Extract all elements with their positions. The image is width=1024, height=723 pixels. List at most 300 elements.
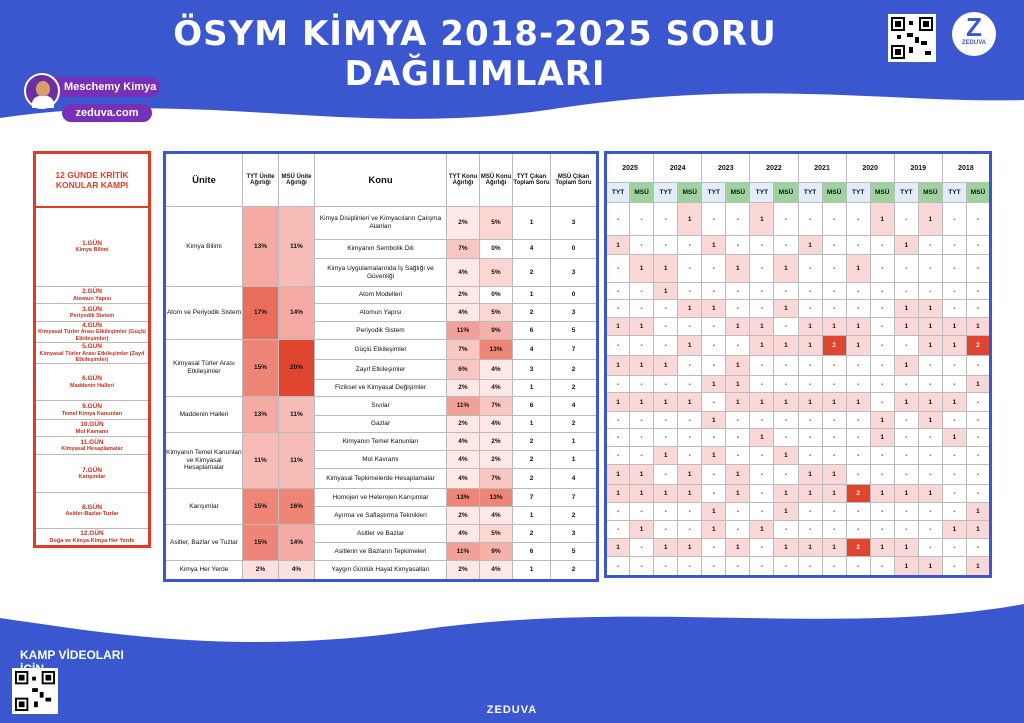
year-cell: - xyxy=(750,485,774,503)
year-cell: - xyxy=(750,557,774,577)
camp-day-topic: Karışımlar xyxy=(78,474,106,481)
year-cell: - xyxy=(798,521,822,539)
year-cell: 1 xyxy=(630,255,654,283)
year-cell: - xyxy=(918,447,942,465)
year-cell: 1 xyxy=(798,318,822,336)
year-row xyxy=(606,376,991,393)
unit-name: Karışımlar xyxy=(165,489,243,525)
year-cell: - xyxy=(606,503,630,521)
year-cell: 1 xyxy=(966,557,990,577)
year-cell: - xyxy=(630,336,654,356)
topic-msu-weight: 0% xyxy=(480,240,513,259)
year-2024: 2024 xyxy=(654,153,702,183)
topic-msu-weight: 13% xyxy=(480,489,513,507)
year-cell: 1 xyxy=(726,318,750,336)
year-cell: - xyxy=(630,283,654,300)
topic-msu-total: 5 xyxy=(551,322,598,340)
year-cell: - xyxy=(846,429,870,447)
year-cell: - xyxy=(918,465,942,485)
unit-msu-weight: 20% xyxy=(279,340,315,397)
header-tyt-topic: TYT Konu Ağırlığı xyxy=(447,153,480,207)
year-cell: 1 xyxy=(966,376,990,393)
year-cell: - xyxy=(750,283,774,300)
camp-day-11 xyxy=(35,493,150,529)
camp-day-topic: Kimyasal Türler Arası Etkileşimler (Zayıf Etkileşimler) xyxy=(39,350,145,363)
year-cell: 1 xyxy=(630,318,654,336)
zeduva-logo xyxy=(952,12,996,56)
year-cell: 1 xyxy=(726,393,750,412)
table-row xyxy=(165,287,598,304)
year-cell: 1 xyxy=(654,539,678,557)
year-cell: 1 xyxy=(606,393,630,412)
topic-tyt-weight: 2% xyxy=(447,287,480,304)
year-cell: 1 xyxy=(702,412,726,429)
year-cell: - xyxy=(822,447,846,465)
year-2025-tyt: TYT xyxy=(606,183,630,203)
topic-msu-weight: 4% xyxy=(480,380,513,397)
year-cell: - xyxy=(750,503,774,521)
year-cell: 1 xyxy=(702,447,726,465)
year-cell: - xyxy=(702,356,726,376)
year-cell: 1 xyxy=(678,336,702,356)
unit-tyt-weight: 2% xyxy=(243,561,279,581)
topic-msu-weight: 9% xyxy=(480,543,513,561)
year-cell: - xyxy=(846,412,870,429)
topic-msu-total: 3 xyxy=(551,304,598,322)
camp-day-topic: Periyodik Sistem xyxy=(69,313,115,320)
year-cell: 1 xyxy=(894,356,918,376)
topic-name: Asitlerin ve Bazların Tepkimeleri xyxy=(315,543,447,561)
year-cell: - xyxy=(798,203,822,236)
topic-msu-weight: 5% xyxy=(480,259,513,287)
year-cell: - xyxy=(798,356,822,376)
year-cell: - xyxy=(798,376,822,393)
year-cell: 1 xyxy=(966,318,990,336)
year-cell: 1 xyxy=(750,393,774,412)
year-cell: - xyxy=(726,429,750,447)
year-cell: 1 xyxy=(630,356,654,376)
year-cell: - xyxy=(918,283,942,300)
topic-tyt-weight: 11% xyxy=(447,397,480,416)
year-cell: 1 xyxy=(702,503,726,521)
topic-name: Asitler ve Bazlar xyxy=(315,525,447,543)
year-cell: - xyxy=(846,300,870,318)
unit-msu-weight: 4% xyxy=(279,561,315,581)
year-cell: - xyxy=(606,300,630,318)
year-cell: - xyxy=(942,203,966,236)
year-cell: 1 xyxy=(726,465,750,485)
topic-msu-weight: 13% xyxy=(480,340,513,360)
year-cell: - xyxy=(726,503,750,521)
topic-tyt-weight: 4% xyxy=(447,259,480,287)
site-link[interactable]: zeduva.com xyxy=(62,104,152,122)
year-cell: - xyxy=(798,557,822,577)
logo-text: ZEDUVA xyxy=(961,40,987,46)
topic-tyt-total: 1 xyxy=(513,507,551,525)
year-cell: - xyxy=(630,236,654,255)
year-cell: 2 xyxy=(822,336,846,356)
year-cell: - xyxy=(630,300,654,318)
year-cell: - xyxy=(966,255,990,283)
year-cell: - xyxy=(822,429,846,447)
unit-tyt-weight: 13% xyxy=(243,207,279,287)
camp-day-label: 5.GÜN xyxy=(82,343,102,351)
header-unit: Ünite xyxy=(165,153,243,207)
unit-name: Kimya Her Yerde xyxy=(165,561,243,581)
year-cell: - xyxy=(678,356,702,376)
year-cell: - xyxy=(966,447,990,465)
year-cell: - xyxy=(726,412,750,429)
year-cell: 1 xyxy=(822,465,846,485)
year-cell: - xyxy=(630,429,654,447)
year-cell: - xyxy=(846,236,870,255)
year-cell: - xyxy=(870,393,894,412)
topic-name: Homojen ve Heterojen Karışımlar xyxy=(315,489,447,507)
topic-tyt-weight: 4% xyxy=(447,469,480,489)
year-2020-tyt: TYT xyxy=(846,183,870,203)
year-cell: - xyxy=(870,356,894,376)
year-row xyxy=(606,318,991,336)
year-cell: - xyxy=(678,557,702,577)
year-cell: 1 xyxy=(750,521,774,539)
year-cell: - xyxy=(654,521,678,539)
header-msu-unit: MSÜ Ünite Ağırlığı xyxy=(279,153,315,207)
unit-msu-weight: 14% xyxy=(279,287,315,340)
year-cell: 1 xyxy=(678,539,702,557)
year-cell: - xyxy=(678,318,702,336)
year-cell: - xyxy=(678,429,702,447)
year-cell: - xyxy=(966,203,990,236)
year-cell: - xyxy=(654,412,678,429)
year-cell: 1 xyxy=(678,465,702,485)
year-row xyxy=(606,429,991,447)
year-cell: - xyxy=(942,465,966,485)
camp-day-topic: Atomun Yapısı xyxy=(72,295,112,302)
unit-msu-weight: 14% xyxy=(279,525,315,561)
year-cell: 1 xyxy=(750,336,774,356)
year-cell: - xyxy=(846,521,870,539)
year-cell: 1 xyxy=(822,393,846,412)
year-2020: 2020 xyxy=(846,153,894,183)
year-cell: - xyxy=(894,429,918,447)
year-cell: - xyxy=(750,300,774,318)
year-cell: - xyxy=(846,283,870,300)
topic-name: Periyodik Sistem xyxy=(315,322,447,340)
year-cell: - xyxy=(702,465,726,485)
year-cell: - xyxy=(606,336,630,356)
topic-msu-total: 3 xyxy=(551,525,598,543)
camp-day-10 xyxy=(35,455,150,493)
year-cell: - xyxy=(942,539,966,557)
year-cell: 1 xyxy=(942,429,966,447)
camp-day-label: 6.GÜN xyxy=(82,375,102,383)
year-cell: 1 xyxy=(630,393,654,412)
year-2020-msu: MSÜ xyxy=(870,183,894,203)
topic-msu-total: 0 xyxy=(551,240,598,259)
topic-tyt-total: 2 xyxy=(513,451,551,469)
topic-tyt-total: 3 xyxy=(513,360,551,380)
year-cell: 1 xyxy=(678,485,702,503)
year-cell: - xyxy=(870,521,894,539)
year-cell: - xyxy=(606,429,630,447)
year-cell: 1 xyxy=(750,318,774,336)
year-row xyxy=(606,412,991,429)
camp-day-3 xyxy=(35,304,150,322)
year-cell: - xyxy=(942,356,966,376)
year-cell: 1 xyxy=(750,429,774,447)
year-cell: - xyxy=(630,503,654,521)
z-logo-icon: Z xyxy=(966,12,982,42)
topic-msu-total: 3 xyxy=(551,207,598,240)
page-title: ÖSYM KİMYA 2018-2025 SORU DAĞILIMLARI xyxy=(173,14,777,94)
year-cell: 1 xyxy=(894,236,918,255)
year-cell: - xyxy=(966,393,990,412)
camp-day-12 xyxy=(35,529,150,547)
year-cell: 1 xyxy=(918,485,942,503)
header-msu-topic: MSÜ Konu Ağırlığı xyxy=(480,153,513,207)
topic-msu-total: 1 xyxy=(551,451,598,469)
topic-tyt-total: 1 xyxy=(513,416,551,433)
header-tyt-unit: TYT Ünite Ağırlığı xyxy=(243,153,279,207)
year-cell: 1 xyxy=(726,539,750,557)
year-cell: - xyxy=(774,465,798,485)
year-cell: 1 xyxy=(918,300,942,318)
unit-name: Asitler, Bazlar ve Tuzlar xyxy=(165,525,243,561)
topic-msu-weight: 4% xyxy=(480,416,513,433)
year-cell: - xyxy=(966,356,990,376)
year-cell: 1 xyxy=(798,465,822,485)
unit-tyt-weight: 15% xyxy=(243,525,279,561)
year-cell: - xyxy=(822,255,846,283)
topic-tyt-weight: 7% xyxy=(447,340,480,360)
year-cell: - xyxy=(894,376,918,393)
year-cell: - xyxy=(726,557,750,577)
year-cell: - xyxy=(966,300,990,318)
year-cell: - xyxy=(630,539,654,557)
topic-name: Ayırma ve Saflaştırma Teknikleri xyxy=(315,507,447,525)
unit-msu-weight: 16% xyxy=(279,489,315,525)
year-cell: - xyxy=(726,203,750,236)
topic-name: Atomun Yapısı xyxy=(315,304,447,322)
year-cell: 1 xyxy=(702,521,726,539)
year-cell: - xyxy=(630,376,654,393)
topic-msu-total: 7 xyxy=(551,489,598,507)
topic-msu-weight: 2% xyxy=(480,433,513,451)
year-cell: - xyxy=(942,485,966,503)
topic-tyt-total: 2 xyxy=(513,469,551,489)
year-cell: 1 xyxy=(846,336,870,356)
camp-day-label: 8.GÜN xyxy=(82,503,102,511)
year-2019: 2019 xyxy=(894,153,942,183)
year-cell: - xyxy=(654,336,678,356)
year-cell: - xyxy=(798,300,822,318)
camp-day-topic: Kimyasal Türler Arası Etkileşimler (Güçlü Etkileşimler) xyxy=(38,329,146,342)
unit-name: Kimyanın Temel Kanunları ve Kimyasal Hesaplamalar xyxy=(165,433,243,489)
year-cell: - xyxy=(726,521,750,539)
camp-day-label: 4.GÜN xyxy=(82,322,102,329)
unit-msu-weight: 11% xyxy=(279,397,315,433)
camp-day-5 xyxy=(35,343,150,364)
topic-tyt-total: 1 xyxy=(513,207,551,240)
unit-name: Kimyasal Türler Arası Etkileşimler xyxy=(165,340,243,397)
year-cell: 1 xyxy=(654,255,678,283)
year-cell: - xyxy=(798,255,822,283)
year-cell: - xyxy=(918,521,942,539)
year-cell: - xyxy=(942,376,966,393)
year-cell: - xyxy=(942,300,966,318)
year-cell: - xyxy=(870,503,894,521)
year-cell: - xyxy=(822,236,846,255)
qr-code-top-icon[interactable] xyxy=(888,14,936,62)
year-2018-tyt: TYT xyxy=(942,183,966,203)
author-name: Meschemy Kimya xyxy=(54,77,160,97)
year-row xyxy=(606,300,991,318)
year-cell: - xyxy=(894,283,918,300)
camp-title: 12 GÜNDE KRİTİK KONULAR KAMPI xyxy=(35,153,150,207)
topic-tyt-total: 2 xyxy=(513,259,551,287)
year-cell: - xyxy=(966,429,990,447)
year-cell: - xyxy=(774,521,798,539)
year-cell: - xyxy=(942,503,966,521)
year-cell: - xyxy=(870,376,894,393)
camp-day-2 xyxy=(35,287,150,304)
topic-name: Kimyanın Sembolik Dili xyxy=(315,240,447,259)
year-cell: 1 xyxy=(894,539,918,557)
year-cell: - xyxy=(654,465,678,485)
year-cell: 1 xyxy=(678,203,702,236)
year-cell: - xyxy=(678,376,702,393)
year-cell: - xyxy=(822,283,846,300)
topic-name: Mol Kavramı xyxy=(315,451,447,469)
topic-name: Kimyanın Temel Kanunları xyxy=(315,433,447,451)
year-cell: - xyxy=(726,336,750,356)
unit-tyt-weight: 15% xyxy=(243,489,279,525)
year-cell: - xyxy=(750,447,774,465)
camp-videos-label: KAMP VİDEOLARI xyxy=(20,648,124,662)
year-cell: 1 xyxy=(678,393,702,412)
year-cell: 1 xyxy=(654,485,678,503)
year-cell: - xyxy=(966,283,990,300)
topic-tyt-weight: 4% xyxy=(447,304,480,322)
year-cell: - xyxy=(798,283,822,300)
year-cell: - xyxy=(774,283,798,300)
year-cell: 1 xyxy=(606,318,630,336)
camp-day-topic: Temel Kimya Kanunları xyxy=(61,410,123,417)
year-cell: 1 xyxy=(894,485,918,503)
year-cell: - xyxy=(630,557,654,577)
topic-msu-total: 4 xyxy=(551,397,598,416)
year-cell: - xyxy=(774,376,798,393)
year-cell: - xyxy=(750,376,774,393)
topic-table xyxy=(163,151,599,582)
year-cell: - xyxy=(822,356,846,376)
table-row xyxy=(165,525,598,543)
table-row xyxy=(165,207,598,240)
year-cell: 1 xyxy=(942,318,966,336)
year-cell: 1 xyxy=(798,485,822,503)
year-cell: 1 xyxy=(630,485,654,503)
camp-day-1 xyxy=(35,207,150,287)
topic-msu-weight: 2% xyxy=(480,451,513,469)
year-cell: - xyxy=(774,412,798,429)
year-cell: 1 xyxy=(870,485,894,503)
year-cell: 1 xyxy=(894,393,918,412)
topic-msu-weight: 5% xyxy=(480,207,513,240)
year-cell: - xyxy=(774,236,798,255)
topic-name: Gazlar xyxy=(315,416,447,433)
year-cell: 1 xyxy=(798,393,822,412)
topic-tyt-weight: 4% xyxy=(447,451,480,469)
topic-msu-weight: 9% xyxy=(480,322,513,340)
year-row xyxy=(606,521,991,539)
camp-day-4 xyxy=(35,322,150,343)
year-row xyxy=(606,557,991,577)
year-cell: 1 xyxy=(918,412,942,429)
table-row xyxy=(165,489,598,507)
topic-tyt-total: 7 xyxy=(513,489,551,507)
year-cell: - xyxy=(606,521,630,539)
camp-day-label: 11.GÜN xyxy=(80,438,104,446)
year-2018: 2018 xyxy=(942,153,990,183)
year-cell: - xyxy=(630,447,654,465)
topic-tyt-total: 1 xyxy=(513,287,551,304)
year-cell: 1 xyxy=(726,485,750,503)
year-row xyxy=(606,539,991,557)
year-cell: - xyxy=(798,412,822,429)
year-cell: 1 xyxy=(822,318,846,336)
year-cell: - xyxy=(702,393,726,412)
year-cell: - xyxy=(966,485,990,503)
year-cell: - xyxy=(606,412,630,429)
topic-msu-total: 3 xyxy=(551,259,598,287)
year-cell: - xyxy=(630,203,654,236)
year-cell: - xyxy=(750,236,774,255)
year-cell: - xyxy=(822,300,846,318)
topic-name: Kimya Uygulamalarında İş Sağlığı ve Güvenliği xyxy=(315,259,447,287)
table-row xyxy=(165,433,598,451)
topic-msu-total: 1 xyxy=(551,433,598,451)
year-cell: - xyxy=(774,429,798,447)
year-row xyxy=(606,485,991,503)
year-cell: 1 xyxy=(606,465,630,485)
camp-table xyxy=(33,151,151,548)
year-cell: - xyxy=(750,412,774,429)
year-cell: 1 xyxy=(870,429,894,447)
year-2025: 2025 xyxy=(606,153,654,183)
year-cell: 1 xyxy=(750,203,774,236)
year-cell: - xyxy=(942,236,966,255)
year-cell: - xyxy=(918,236,942,255)
topic-name: Zayıf Etkileşimler xyxy=(315,360,447,380)
year-2021-msu: MSÜ xyxy=(822,183,846,203)
year-cell: - xyxy=(918,376,942,393)
year-cell: 1 xyxy=(870,539,894,557)
year-2021: 2021 xyxy=(798,153,846,183)
year-row xyxy=(606,203,991,236)
year-cell: - xyxy=(702,318,726,336)
year-row xyxy=(606,336,991,356)
topic-name: Kimya Disiplinleri ve Kimyacıların Çalışma Alanları xyxy=(315,207,447,240)
camp-day-label: 1.GÜN xyxy=(82,239,102,247)
year-cell: - xyxy=(870,236,894,255)
year-cell: - xyxy=(894,203,918,236)
year-cell: - xyxy=(942,447,966,465)
camp-day-topic: Asitler-Bazlar-Tuzlar xyxy=(65,511,119,518)
year-cell: - xyxy=(846,356,870,376)
year-cell: - xyxy=(702,336,726,356)
year-cell: - xyxy=(918,503,942,521)
year-cell: - xyxy=(654,503,678,521)
